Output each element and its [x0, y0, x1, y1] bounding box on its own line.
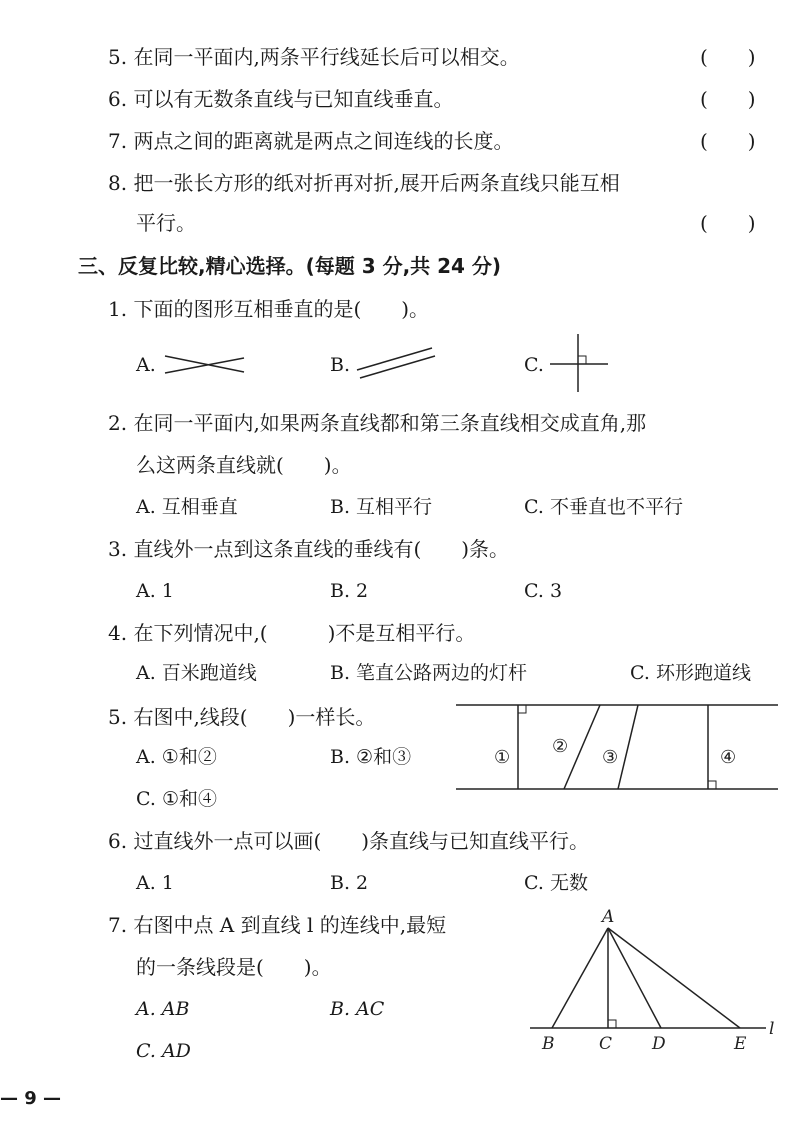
question-3: 3. 直线外一点到这条直线的垂线有( )条。	[108, 537, 510, 561]
option-b[interactable]: B. ②和③	[330, 746, 412, 768]
figure-parallel-lines	[354, 342, 439, 382]
point-label-b: B	[542, 1034, 555, 1054]
question-7-cont: 的一条线段是( )。	[136, 955, 332, 979]
option-c-label[interactable]: C.	[524, 354, 544, 376]
option-a[interactable]: A. 百米跑道线	[136, 662, 257, 684]
judge-item-7: 7. 两点之间的距离就是两点之间连线的长度。	[108, 129, 514, 153]
option-c[interactable]: C. 不垂直也不平行	[524, 496, 683, 518]
option-c[interactable]: C. 3	[524, 580, 563, 602]
option-b[interactable]: B. 2	[330, 580, 369, 602]
option-b[interactable]: B. 互相平行	[330, 496, 433, 518]
option-c[interactable]: C. ①和④	[136, 788, 217, 810]
page-number: — 9 —	[0, 1088, 62, 1109]
answer-paren[interactable]: ( )	[700, 129, 756, 153]
segment-label-4: ④	[720, 747, 737, 768]
question-6: 6. 过直线外一点可以画( )条直线与已知直线平行。	[108, 829, 590, 853]
line-label-l: l	[769, 1019, 775, 1039]
option-a[interactable]: A. 1	[136, 872, 174, 894]
answer-paren[interactable]: ( )	[700, 211, 756, 235]
option-b[interactable]: B. 2	[330, 872, 369, 894]
point-label-c: C	[599, 1034, 613, 1054]
point-label-d: D	[652, 1034, 666, 1054]
segment-label-1: ①	[494, 747, 511, 768]
option-a[interactable]: A. 互相垂直	[136, 496, 238, 518]
option-a[interactable]: A. ①和②	[136, 746, 217, 768]
option-a-label[interactable]: A.	[136, 354, 156, 376]
question-2-cont: 么这两条直线就( )。	[136, 453, 352, 477]
option-c[interactable]: C. AD	[136, 1040, 191, 1062]
segment-label-3: ③	[602, 747, 619, 768]
question-2: 2. 在同一平面内,如果两条直线都和第三条直线相交成直角,那	[108, 411, 647, 435]
point-label-a: A	[602, 907, 615, 927]
question-1: 1. 下面的图形互相垂直的是( )。	[108, 297, 430, 321]
judge-item-5: 5. 在同一平面内,两条平行线延长后可以相交。	[108, 45, 520, 69]
figure-perpendicular-lines	[548, 332, 612, 396]
judge-item-8: 8. 把一张长方形的纸对折再对折,展开后两条直线只能互相	[108, 171, 620, 195]
segment-label-2: ②	[552, 736, 569, 757]
figure-parallel-segments	[452, 700, 782, 795]
option-b[interactable]: B. AC	[330, 998, 385, 1020]
judge-item-6: 6. 可以有无数条直线与已知直线垂直。	[108, 87, 454, 111]
figure-point-to-line	[528, 906, 778, 1056]
answer-paren[interactable]: ( )	[700, 87, 756, 111]
judge-item-8-cont: 平行。	[136, 211, 196, 235]
answer-paren[interactable]: ( )	[700, 45, 756, 69]
option-a[interactable]: A. AB	[136, 998, 190, 1020]
option-c[interactable]: C. 无数	[524, 872, 588, 894]
option-c[interactable]: C. 环形跑道线	[630, 662, 751, 684]
question-7: 7. 右图中点 A 到直线 l 的连线中,最短	[108, 913, 447, 937]
section-heading: 三、反复比较,精心选择。(每题 3 分,共 24 分)	[78, 254, 502, 278]
option-a[interactable]: A. 1	[136, 580, 174, 602]
question-5: 5. 右图中,线段( )一样长。	[108, 705, 376, 729]
option-b-label[interactable]: B.	[330, 354, 351, 376]
figure-crossing-lines	[160, 350, 250, 380]
question-4: 4. 在下列情况中,( )不是互相平行。	[108, 621, 476, 645]
point-label-e: E	[734, 1034, 747, 1054]
option-b[interactable]: B. 笔直公路两边的灯杆	[330, 662, 528, 684]
